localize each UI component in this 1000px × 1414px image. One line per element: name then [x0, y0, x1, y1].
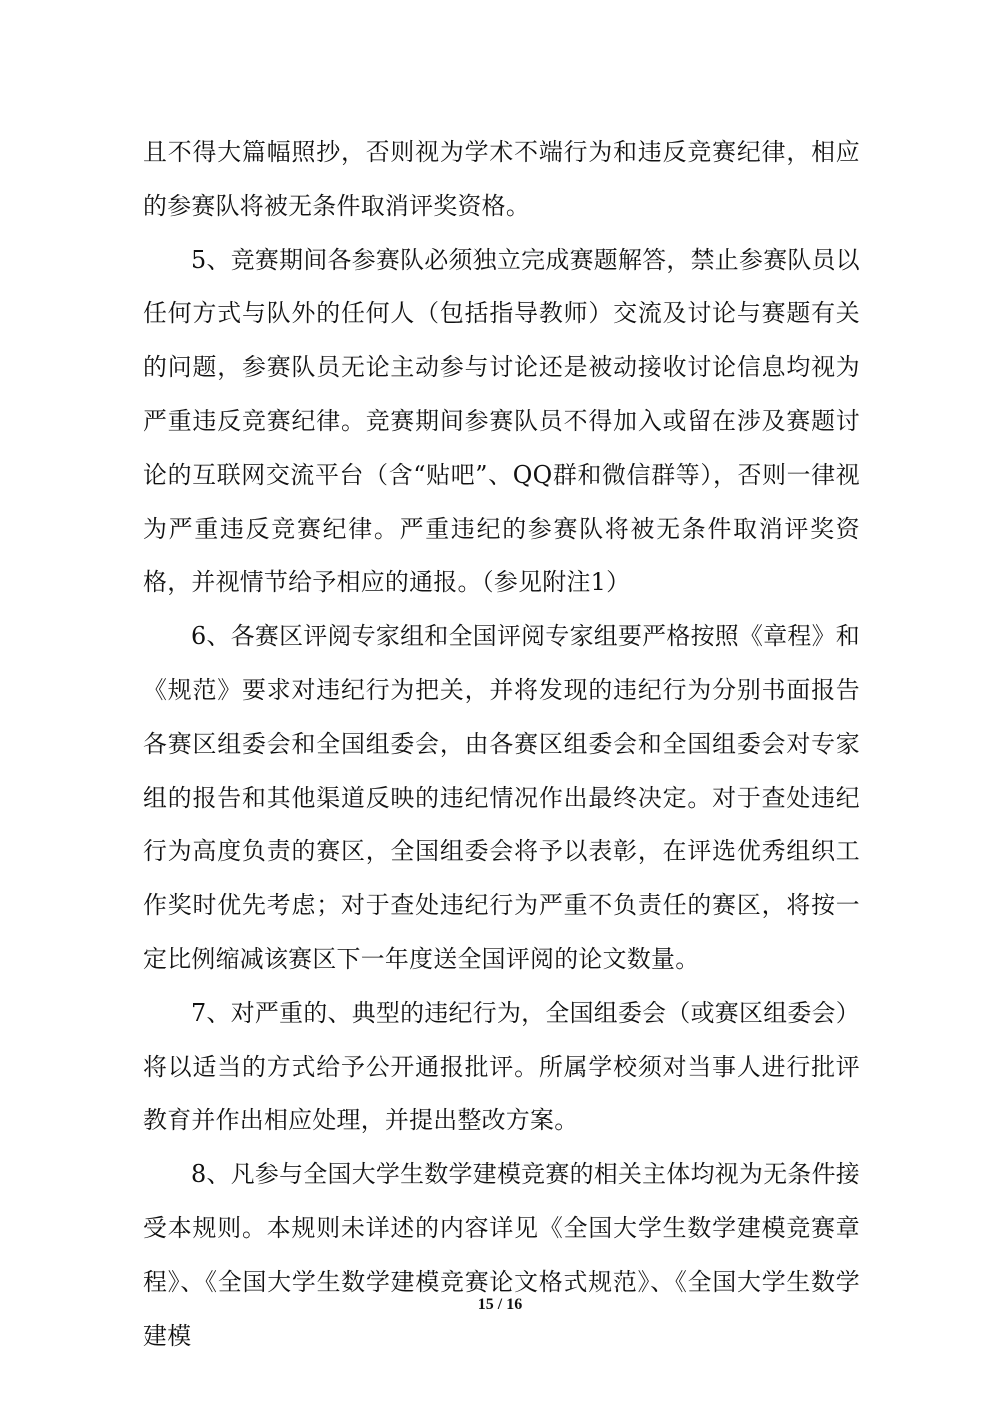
paragraph-item-7: 7、对严重的、典型的违纪行为，全国组委会（或赛区组委会）将以适当的方式给予公开通报批评。所属学校须对当事人进行批评教育并作出相应处理，并提出整改方案。 — [143, 998, 860, 1135]
paragraph-continuation: 且不得大篇幅照抄，否则视为学术不端行为和违反竞赛纪律，相应的参赛队将被无条件取消评奖资格。 — [143, 138, 860, 220]
paragraph-item-5: 5、竞赛期间各参赛队必须独立完成赛题解答，禁止参赛队员以任何方式与队外的任何人（包括指导教师）交流及讨论与赛题有关的问题，参赛队员无论主动参与讨论还是被动接收讨论信息均视为严重违反竞赛纪律。竞赛期间参赛队员不得加入或留在涉及赛题讨论的互联网交流平台（含“贴吧”、QQ群和微信群等），否则一律视为严重违反竞赛纪律。严重违纪的参赛队将被无条件取消评奖资格，并视情节给予相应的通报。（参见附注1） — [143, 245, 860, 597]
page-number: 15 / 16 — [477, 1296, 523, 1313]
paragraph-item-6: 6、各赛区评阅专家组和全国评阅专家组要严格按照《章程》和《规范》要求对违纪行为把关，并将发现的违纪行为分别书面报告各赛区组委会和全国组委会，由各赛区组委会和全国组委会对专家组的报告和其他渠道反映的违纪情况作出最终决定。对于查处违纪行为高度负责的赛区，全国组委会将予以表彰，在评选优秀组织工作奖时优先考虑；对于查处违纪行为严重不负责任的赛区，将按一定比例缩减该赛区下一年度送全国评阅的论文数量。 — [143, 622, 860, 973]
paragraph-item-8: 8、凡参与全国大学生数学建模竞赛的相关主体均视为无条件接受本规则。本规则未详述的内容详见《全国大学生数学建模竞赛章程》、《全国大学生数学建模竞赛论文格式规范》、《全国大学生数学建模 — [143, 1160, 860, 1350]
document-body — [143, 126, 860, 1363]
